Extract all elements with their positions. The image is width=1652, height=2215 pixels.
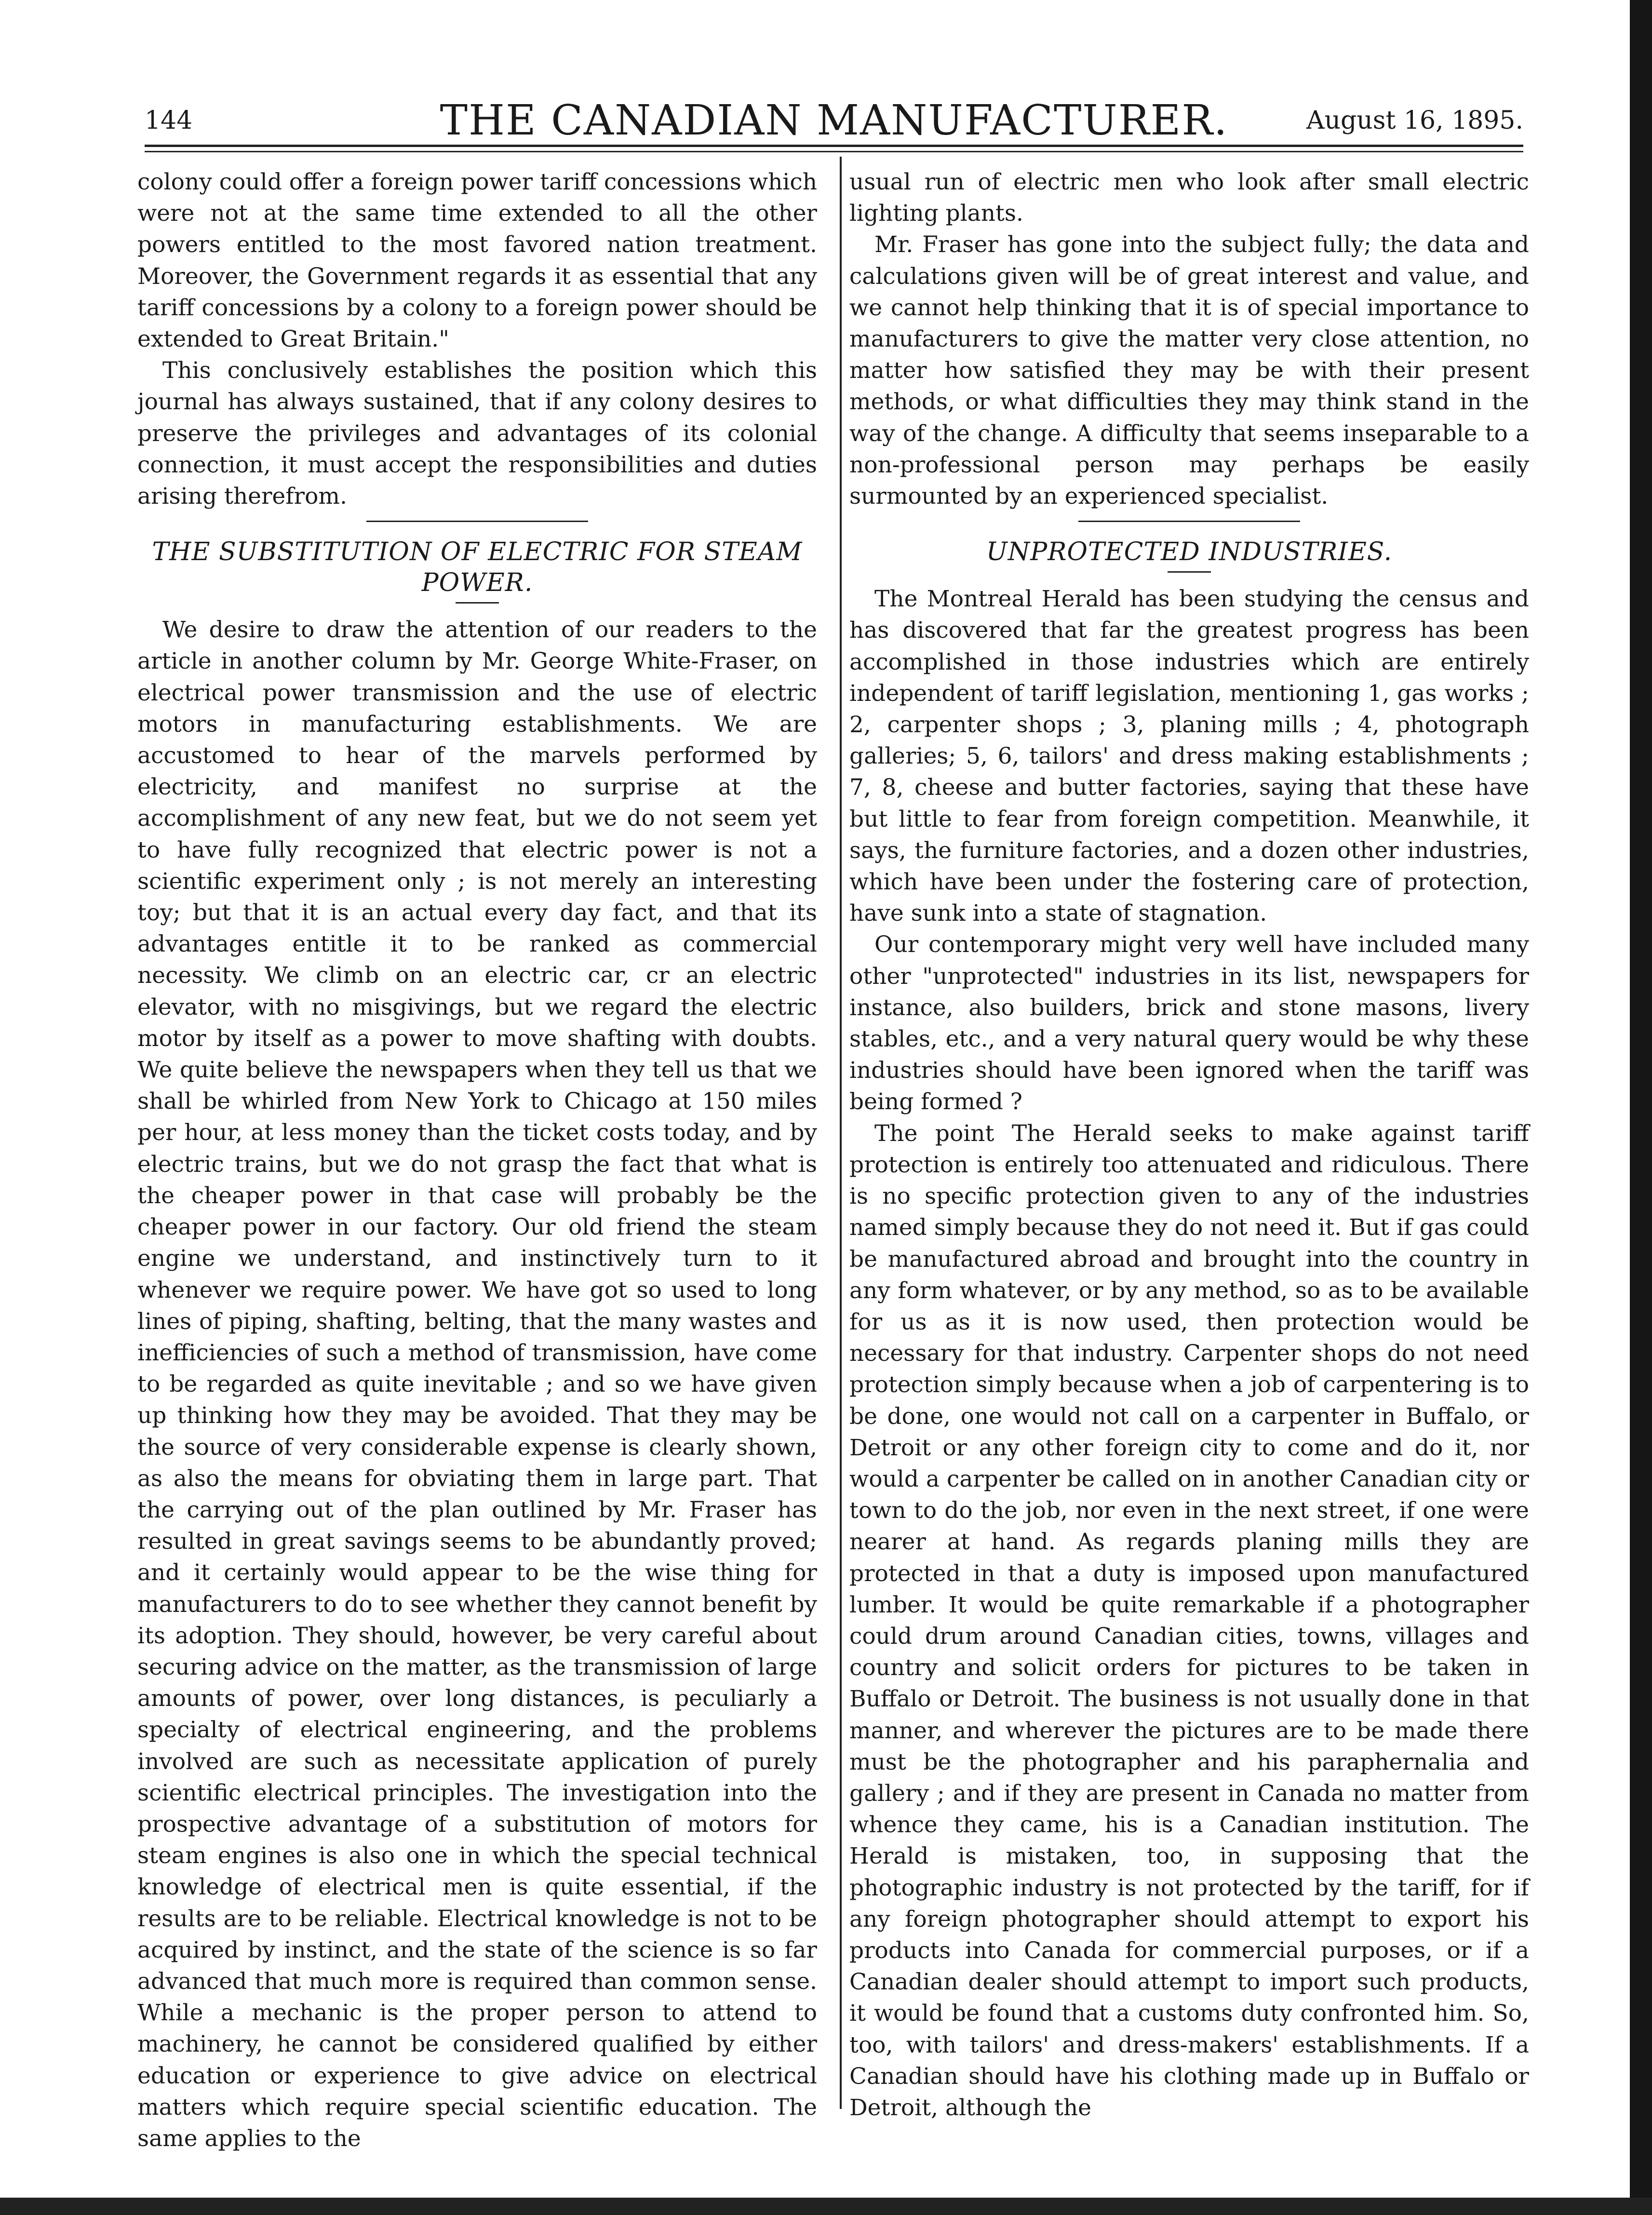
heading-separator bbox=[456, 602, 499, 604]
scan-edge-right bbox=[1630, 0, 1652, 2215]
article-heading-electric-power: THE SUBSTITUTION OF ELECTRIC FOR STEAM POWER. bbox=[152, 537, 803, 598]
article-paragraph: Mr. Fraser has gone into the subject fully; the data and calculations given will be of great interest and value, and we cannot help thinking that it is of special importance to manufacturers to give the matter very close attention, no matter how satisfied they may be with their present methods, or what difficulties they may think stand in the way of the change. A difficulty that seems inseparable to a non-professional person may perhaps be easily surmounted by an experienced specialist. bbox=[849, 231, 1529, 510]
article-paragraph: We desire to draw the attention of our readers to the article in another column by Mr. George White-Fraser, on electrical power transmission and the use of electric motors in manufacturing establishments. We are accustomed to hear of the marvels performed by electricity, and manifest no surprise at the accomplishment of any new feat, but we do not seem yet to have fully recognized that electric power is not a scientific experiment only ; is not merely an interesting toy; but that it is an actual every day fact, and that its advantages entitle it to be ranked as commercial necessity. We climb on an electric car, cr an electric elevator, with no misgivings, but we regard the electric motor by itself as a power to move shafting with doubts. We quite believe the newspapers when they tell us that we shall be whirled from New York to Chicago at 150 miles per hour, at less money than the ticket costs today, and by electric trains, but we do not grasp the fact that what is the cheaper power in that case will probably be the cheaper power in our factory. Our old friend the steam engine we understand, and instinctively turn to it whenever we require power. We have got so used to long lines of piping, shafting, belting, that the many wastes and inefficiencies of such a method of transmission, have come to be regarded as quite inevitable ; and so we have given up thinking how they may be avoided. That they may be the source of very considerable expense is clearly shown, as also the means for obviating them in large part. That the carrying out of the plan outlined by Mr. Fraser has resulted in great savings seems to be abundantly proved; and it certainly would appear to be the wise thing for manufacturers to do to see whether they cannot benefit by its adoption. They should, however, be very careful about securing advice on the matter, as the transmission of large amounts of power, over long distances, is peculiarly a specialty of electrical engineering, and the problems involved are such as necessitate application of purely scientific electrical principles. The investigation into the prospective advantage of a substitution of motors for steam engines is also one in which the special technical knowledge of electrical men is quite essential, if the results are to be reliable. Electrical knowledge is not to be acquired by instinct, and the state of the science is so far advanced that much more is required than common sense. While a mechanic is the proper person to attend to machinery, he cannot be considered qualified by either education or experience to give advice on electrical matters which require special scientific education. The same applies to the bbox=[137, 617, 817, 2152]
continued-paragraph: colony could offer a foreign power tariff concessions which were not at the same time extended to all the other powers entitled to the most favored nation treatment. Moreover, the Government regards it as essential that any tariff concessions by a colony to a foreign power should be extended to Great Britain." bbox=[137, 169, 817, 353]
page-header bbox=[145, 96, 1523, 149]
section-separator bbox=[1078, 521, 1300, 522]
heading-separator bbox=[1168, 571, 1211, 573]
left-column bbox=[137, 166, 817, 2154]
column-divider bbox=[840, 157, 842, 2109]
continued-paragraph: usual run of electric men who look after small electric lighting plants. bbox=[849, 169, 1529, 227]
article-heading-unprotected-industries: UNPROTECTED INDUSTRIES. bbox=[986, 537, 1393, 567]
closing-paragraph: This conclusively establishes the position which this journal has always sustained, that if any colony desires to preserve the privileges and advantages of its colonial connection, it must accept the responsibilities and duties arising therefrom. bbox=[137, 357, 817, 510]
page-number: 144 bbox=[145, 106, 193, 135]
article-paragraph: The Montreal Herald has been studying the census and has discovered that far the greatest progress has been accomplished in those industries which are entirely independent of tariff legislation, mentioning 1, gas works ; 2, carpenter shops ; 3, planing mills ; 4, photograph galleries; 5, 6, tailors' and dress making establishments ; 7, 8, cheese and butter factories, saying that these have but little to fear from foreign competition. Meanwhile, it says, the furniture factories, and a dozen other industries, which have been under the fostering care of protection, have sunk into a state of stagnation. bbox=[849, 586, 1529, 927]
issue-date: August 16, 1895. bbox=[1306, 106, 1523, 135]
section-separator bbox=[366, 521, 588, 522]
publication-title: THE CANADIAN MANUFACTURER. bbox=[440, 96, 1228, 145]
scan-edge-bottom bbox=[0, 2198, 1652, 2215]
header-rule-thick bbox=[145, 145, 1523, 147]
article-paragraph: The point The Herald seeks to make against tariff protection is entirely too attenuated and ridiculous. There is no specific protection given to any of the industries named simply because they do not need it. But if gas could be manufactured abroad and brought into the country in any form whatever, or by any method, so as to be available for us as it is now used, then protection would be necessary for that industry. Carpenter shops do not need protection simply because when a job of carpentering is to be done, one would not call on a carpenter in Buffalo, or Detroit or any other foreign city to come and do it, nor would a carpenter be called on in another Canadian city or town to do the job, nor even in the next street, if one were nearer at hand. As regards planing mills they are protected in that a duty is imposed upon manufactured lumber. It would be quite remarkable if a photographer could drum around Canadian cities, towns, villages and country and solicit orders for pictures to be taken in Buffalo or Detroit. The business is not usually done in that manner, and wherever the pictures are to be made there must be the photographer and his paraphernalia and gallery ; and if they are present in Canada no matter from whence they came, his is a Canadian institution. The Herald is mistaken, too, in supposing that the photographic industry is not protected by the tariff, for if any foreign photographer should attempt to export his products into Canada for commercial purposes, or if a Canadian dealer should attempt to import such products, it would be found that a customs duty confronted him. So, too, with tailors' and dress-makers' establishments. If a Canadian should have his clothing made up in Buffalo or Detroit, although the bbox=[849, 1120, 1529, 2121]
article-paragraph: Our contemporary might very well have included many other "unprotected" industries in its list, newspapers for instance, also builders, brick and stone masons, livery stables, etc., and a very natural query would be why these industries should have been ignored when the tariff was being formed ? bbox=[849, 931, 1529, 1115]
right-column bbox=[849, 166, 1529, 2123]
header-rule-thin bbox=[145, 151, 1523, 152]
